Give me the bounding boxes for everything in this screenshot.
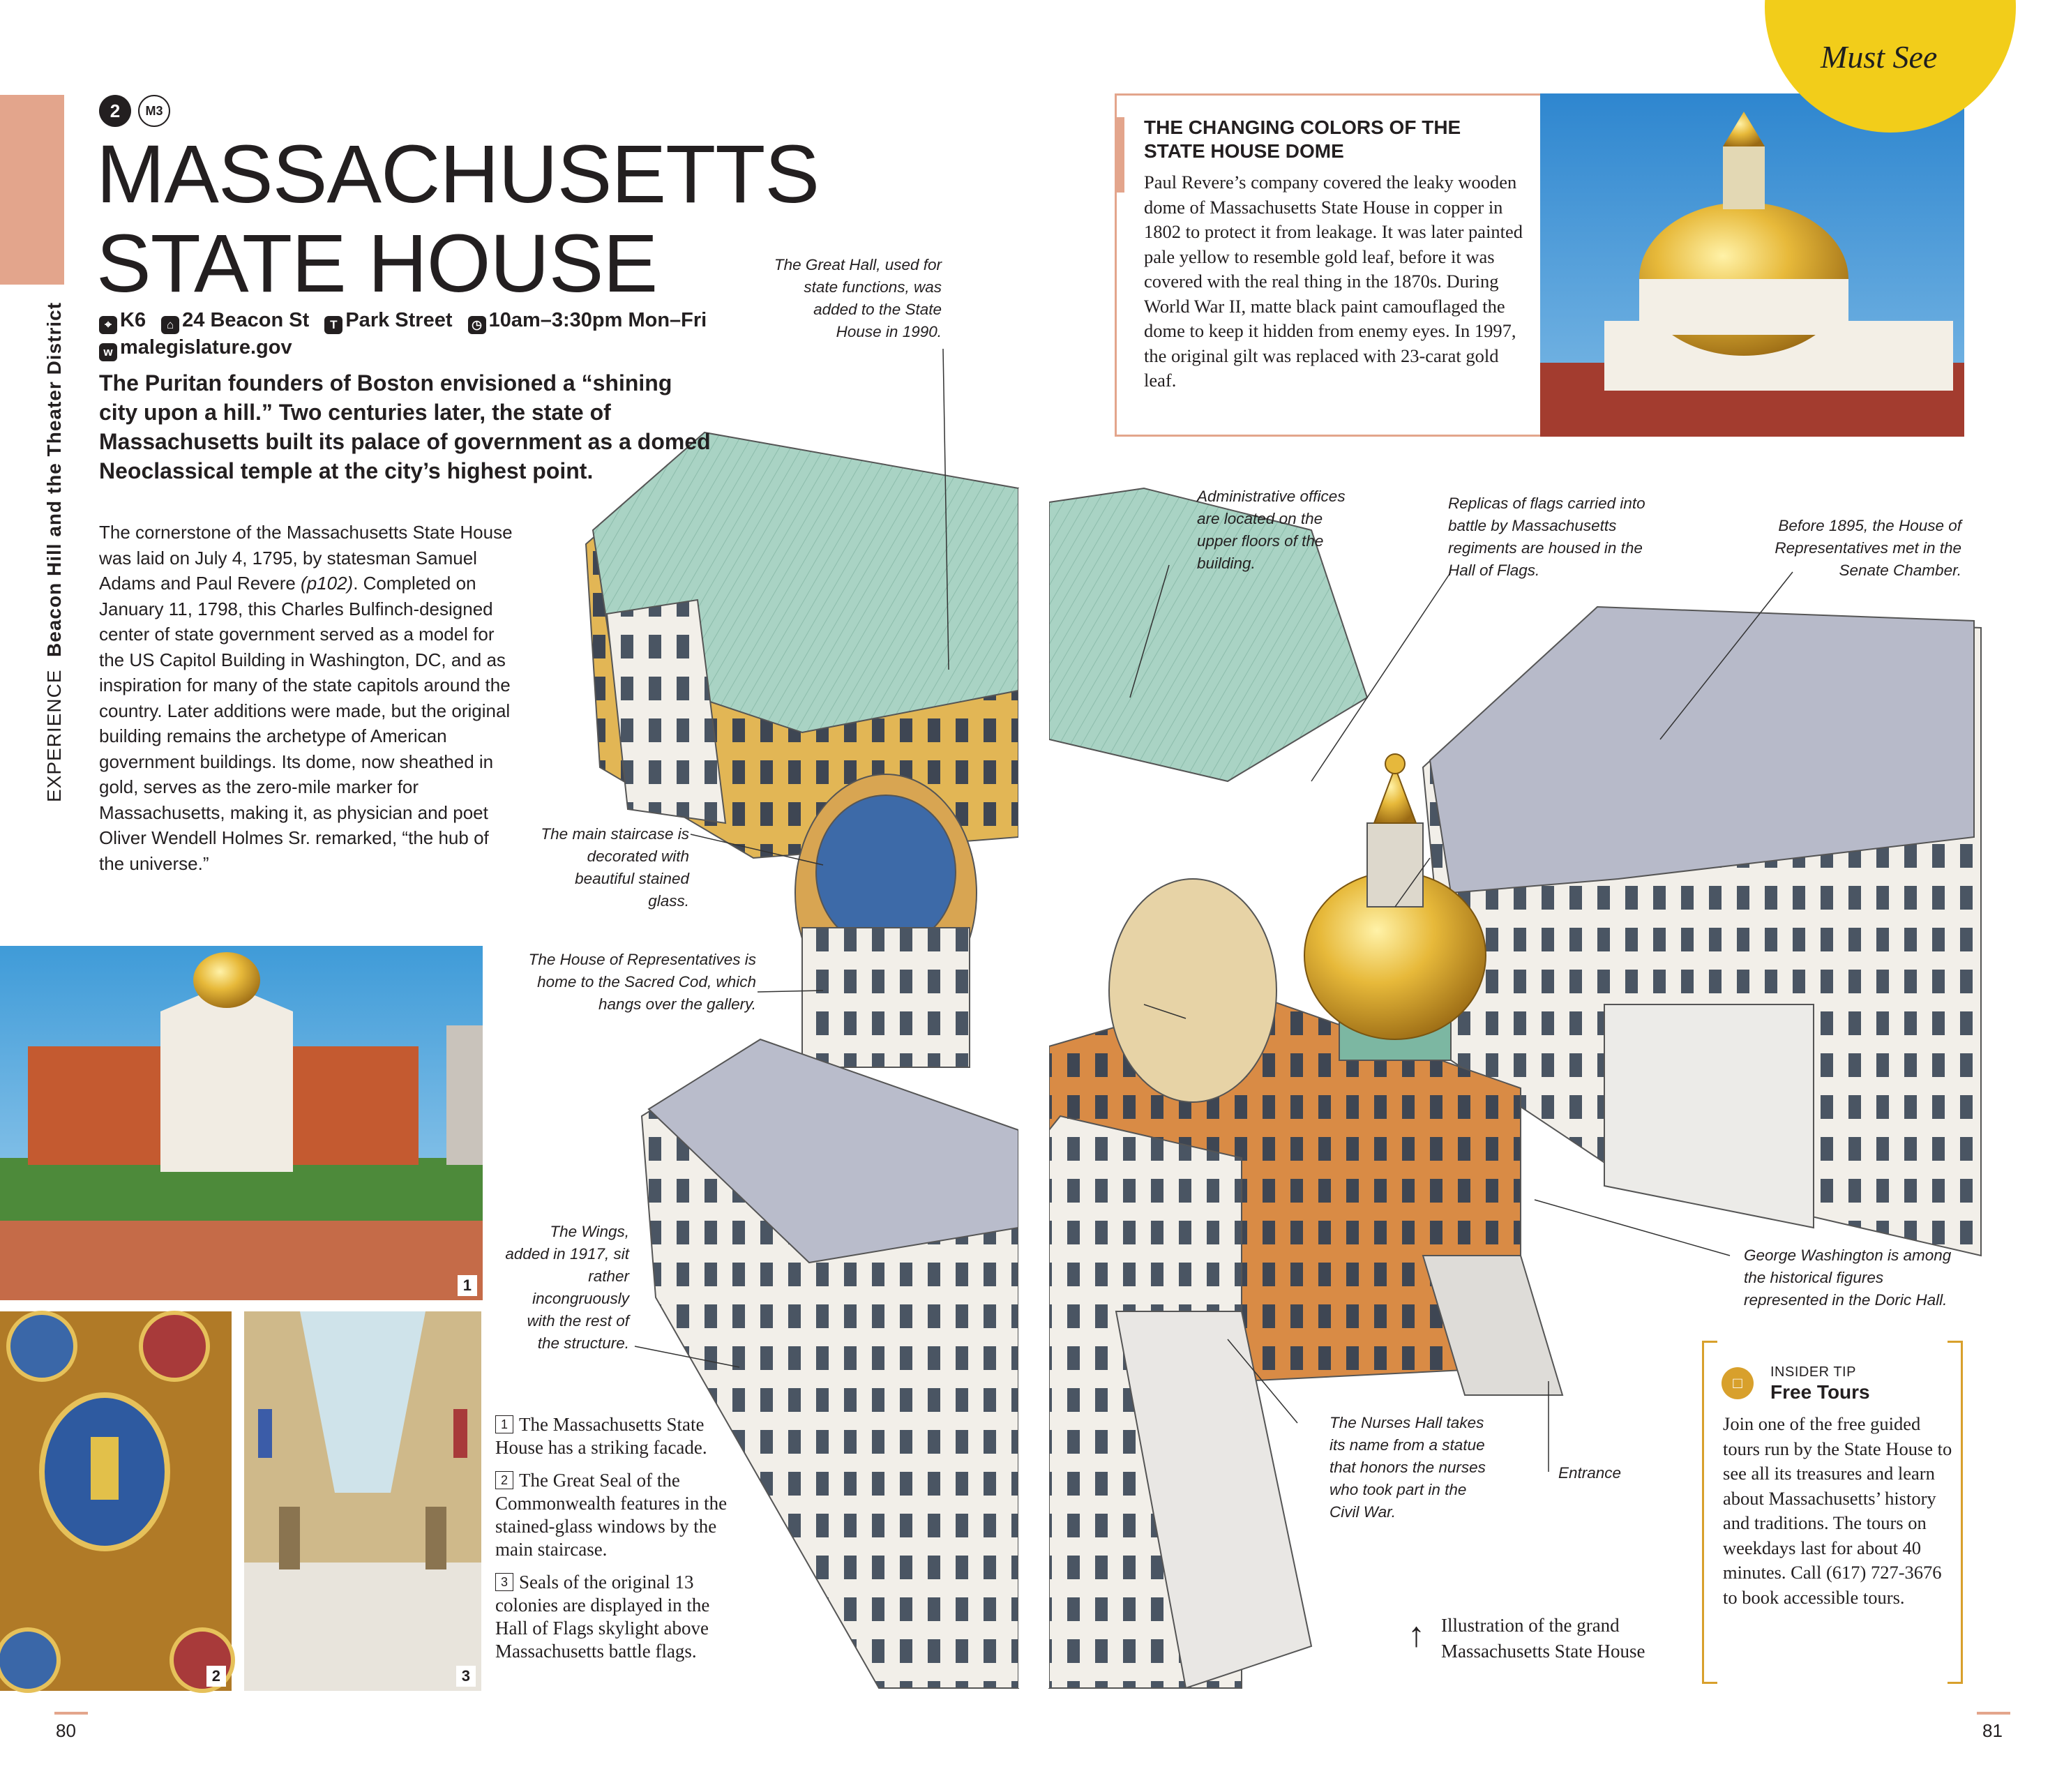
- page-reference[interactable]: (p102): [301, 573, 354, 594]
- map-pin-icon: ⌖: [99, 316, 117, 334]
- photo-2: [0, 1311, 232, 1691]
- photo-captions: [495, 1413, 746, 1673]
- photo-1-number: 1: [458, 1275, 477, 1296]
- annotation-wings: The Wings, added in 1917, sit rather incongruously with the rest of the structure.: [505, 1223, 629, 1352]
- website[interactable]: w malegislature.gov: [99, 336, 292, 359]
- page-number-left: 80: [56, 1720, 76, 1741]
- caption-2: 2 The Great Seal of the Commonwealth features in the stained-glass windows by the main staircase.: [495, 1470, 728, 1560]
- district-name: Beacon Hill and the Theater District: [43, 301, 65, 657]
- annotation-nurses: The Nurses Hall takes its name from a statue that honors the nurses who took part in the Civil War.: [1329, 1414, 1486, 1521]
- insider-tip-body: Join one of the free guided tours run by the State House to see all its treasures and learn about Massachusetts’ history and traditions. The tours on weekdays last for about 40 minutes. Call (617) 727-3676 to book accessible tours.: [1723, 1413, 1952, 1608]
- map-badge-icon: M3: [138, 95, 170, 127]
- spine-gap: [1018, 488, 1049, 1688]
- page-left-bar: [54, 1712, 88, 1715]
- photo-2-number: 2: [206, 1666, 226, 1687]
- map-ref: ⌖ K6: [99, 309, 146, 331]
- insider-tip-gap-top: [1717, 1337, 1948, 1345]
- section-label: [43, 302, 66, 802]
- section-tab: [0, 95, 64, 285]
- annotation-staircase: The main staircase is decorated with beautiful stained glass.: [541, 825, 689, 910]
- clock-icon: ◷: [468, 316, 486, 334]
- must-see-label: Must See: [1821, 39, 1938, 75]
- insider-tip-kicker: INSIDER TIP: [1770, 1364, 1856, 1380]
- annotation-washington: George Washington is among the historical figures represented in the Doric Hall.: [1744, 1247, 1952, 1309]
- title-line-2: STATE HOUSE: [96, 218, 658, 310]
- caption-1: 1 The Massachusetts State House has a striking facade.: [495, 1414, 707, 1458]
- section-name: EXPERIENCE: [43, 669, 65, 802]
- feature-body: Paul Revere’s company covered the leaky wooden dome of Massachusetts State House in copper in 1802 to protect it from leakage. It was later painted pale yellow to resemble gold leaf, before it was covered with the real thing in the 1870s. During World War II, matte black paint camouflaged the dome to keep it hidden from enemy eyes. In 1997, the original gilt was replaced with 23-carat gold leaf.: [1144, 172, 1523, 391]
- web-icon: w: [99, 343, 117, 361]
- illustration-caption: Illustration of the grand Massachusetts State House: [1441, 1615, 1645, 1662]
- feature-accent-bar: [1115, 117, 1124, 193]
- address: ⌂ 24 Beacon St: [161, 309, 309, 331]
- transit: T Park Street: [324, 309, 452, 331]
- intro-paragraph: The Puritan founders of Boston envisioned a “shining city upon a hill.” Two centuries later, the state of Massachusetts built its palace of government as a domed Neoclassical temple at the city’s highest point.: [99, 370, 711, 483]
- annotation-flags: Replicas of flags carried into battle by Massachusetts regiments are housed in the Hall of Flags.: [1448, 495, 1645, 579]
- hours: ◷ 10am–3:30pm Mon–Fri: [468, 309, 707, 331]
- speech-bubble-icon: □: [1722, 1367, 1754, 1399]
- info-bar: [99, 307, 716, 361]
- photo-3-number: 3: [456, 1666, 476, 1687]
- annotation-entrance: Entrance: [1558, 1464, 1622, 1482]
- body-paragraph: The cornerstone of the Massachusetts State House was laid on July 4, 1795, by statesman Samuel Adams and Paul Revere (p102). Completed on January 11, 1798, this Charles Bulfinch-designed center of state government served as a model for the US Capitol Building in Washington, DC, and as inspiration for many of the state capitols around the country. Later additions were made, but the original building remains the archetype of American government buildings. Its dome, now sheathed in gold, serves as the zero-mile marker for Massachusetts, making it, as physician and poet Oliver Wendell Holmes Sr. remarked, “the hub of the universe.”: [99, 522, 513, 874]
- caption-3: 3 Seals of the original 13 colonies are displayed in the Hall of Flags skylight above Massachusetts battle flags.: [495, 1572, 710, 1662]
- arrow-up-icon: ↑: [1408, 1615, 1425, 1654]
- train-icon: T: [324, 316, 342, 334]
- annotation-before-1895: Before 1895, the House of Representatives met in the Senate Chamber.: [1775, 517, 1961, 579]
- photo-1: [0, 946, 483, 1300]
- photo-3: [244, 1311, 481, 1691]
- annotation-admin: Administrative offices are located on the upper floors of the building.: [1197, 488, 1346, 572]
- annotation-great-hall: The Great Hall, used for state functions, was added to the State House in 1990.: [774, 256, 942, 340]
- home-icon: ⌂: [161, 316, 179, 334]
- title-line-1: MASSACHUSETTS: [96, 128, 820, 220]
- feature-title: THE CHANGING COLORS OF THE STATE HOUSE DOME: [1144, 116, 1461, 162]
- page-title: [96, 130, 819, 308]
- entry-number: 2: [99, 95, 131, 127]
- annotation-house-reps: The House of Representatives is home to the Sacred Cod, which hangs over the gallery.: [528, 951, 756, 1013]
- insider-tip-title: Free Tours: [1770, 1381, 1870, 1403]
- page-right-bar: [1977, 1712, 2010, 1715]
- page-number-right: 81: [1982, 1720, 2003, 1741]
- insider-tip-gap-bottom: [1717, 1680, 1948, 1688]
